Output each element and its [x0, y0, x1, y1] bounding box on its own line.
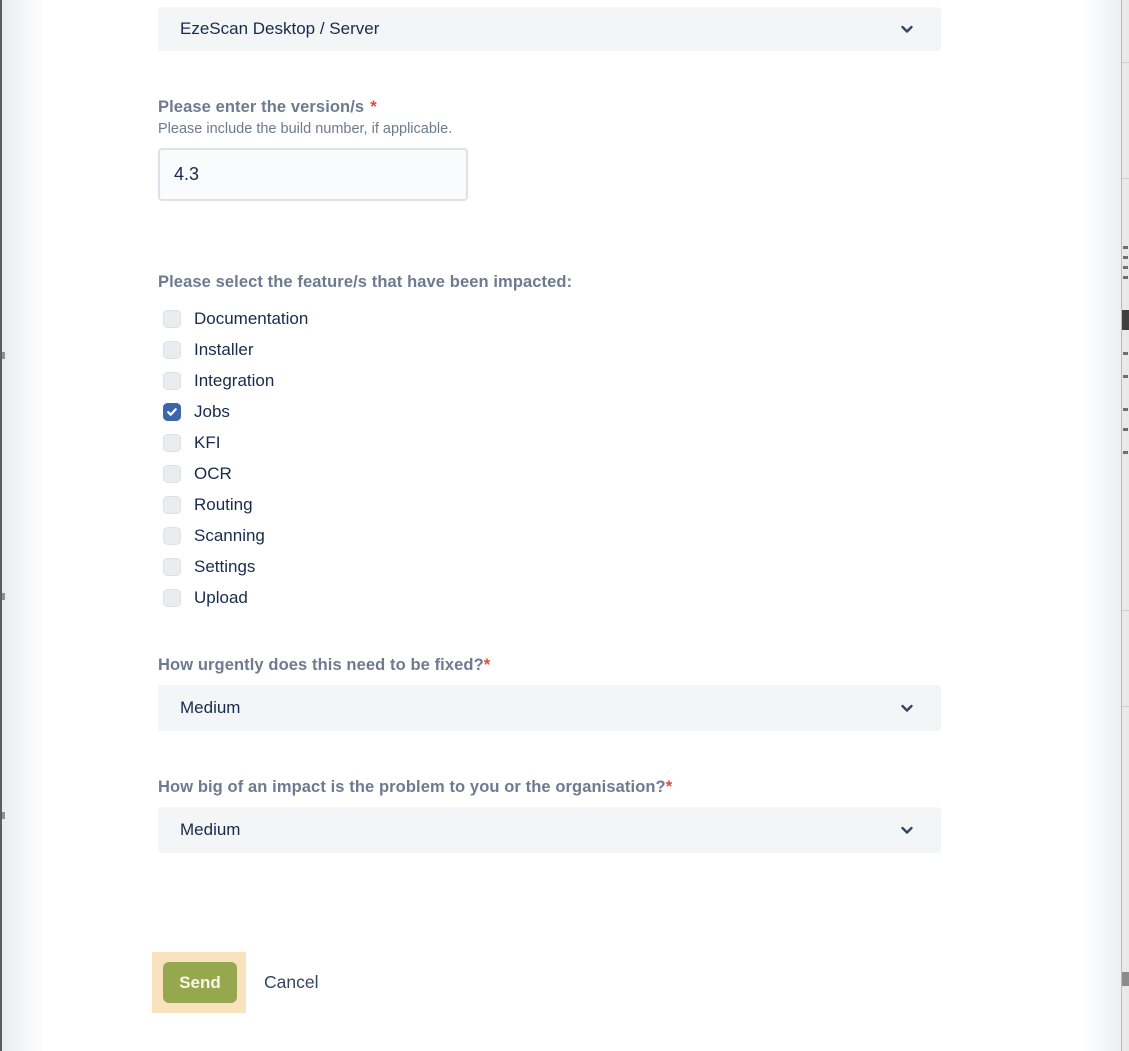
checkbox [163, 496, 181, 514]
page-left-edge [0, 0, 45, 1051]
checkbox [163, 558, 181, 576]
urgency-label: How urgently does this need to be fixed?* [158, 656, 491, 674]
version-help-text: Please include the build number, if applicable. [158, 121, 453, 137]
product-select-value: EzeScan Desktop / Server [180, 19, 380, 38]
urgency-select[interactable] [158, 685, 941, 731]
page-right-fade [1081, 0, 1121, 1051]
product-select[interactable] [158, 7, 941, 51]
required-asterisk: * [483, 656, 491, 674]
impact-select-value: Medium [180, 820, 241, 839]
checkbox-label: Installer [194, 339, 254, 359]
feature-checkbox-integration[interactable] [158, 365, 558, 396]
feature-checkbox-settings[interactable] [158, 551, 558, 582]
chevron-down-icon [899, 822, 915, 838]
version-input[interactable] [158, 148, 468, 201]
checkbox-label: Upload [194, 587, 248, 607]
feature-checkbox-scanning[interactable] [158, 520, 558, 551]
feature-checkbox-documentation[interactable] [158, 303, 558, 334]
checkbox [163, 403, 181, 421]
feature-checkbox-routing[interactable] [158, 489, 558, 520]
urgency-select-value: Medium [180, 698, 241, 717]
feature-checkbox-ocr[interactable] [158, 458, 558, 489]
send-button[interactable]: Send [163, 962, 237, 1003]
checkbox [163, 341, 181, 359]
feature-checkbox-installer[interactable] [158, 334, 558, 365]
checkmark-icon [166, 406, 178, 418]
checkbox-label: Scanning [194, 525, 265, 545]
checkbox-label: Routing [194, 494, 253, 514]
checkbox-label: KFI [194, 432, 221, 452]
checkbox-label: OCR [194, 463, 232, 483]
checkbox-label: Integration [194, 370, 275, 390]
impact-select[interactable] [158, 807, 941, 853]
required-asterisk: * [370, 98, 377, 116]
feature-checkbox-jobs[interactable] [158, 396, 558, 427]
checkbox-label: Settings [194, 556, 256, 576]
checkbox [163, 589, 181, 607]
checkbox [163, 372, 181, 390]
feature-checkbox-upload[interactable] [158, 582, 558, 613]
checkbox-label: Jobs [194, 401, 230, 421]
page-minimap-sliver [1121, 0, 1129, 1051]
version-label: Please enter the version/s * [158, 98, 377, 116]
required-asterisk: * [665, 778, 673, 796]
features-checkbox-group [158, 303, 558, 613]
checkbox [163, 434, 181, 452]
chevron-down-icon [899, 21, 915, 37]
cancel-link[interactable]: Cancel [264, 972, 319, 992]
support-request-form [158, 0, 941, 1051]
checkbox [163, 310, 181, 328]
feature-checkbox-kfi[interactable] [158, 427, 558, 458]
checkbox [163, 527, 181, 545]
chevron-down-icon [899, 700, 915, 716]
features-label: Please select the feature/s that have been impacted: [158, 273, 573, 291]
checkbox [163, 465, 181, 483]
impact-label: How big of an impact is the problem to you or the organisation?* [158, 778, 673, 796]
checkbox-label: Documentation [194, 308, 309, 328]
